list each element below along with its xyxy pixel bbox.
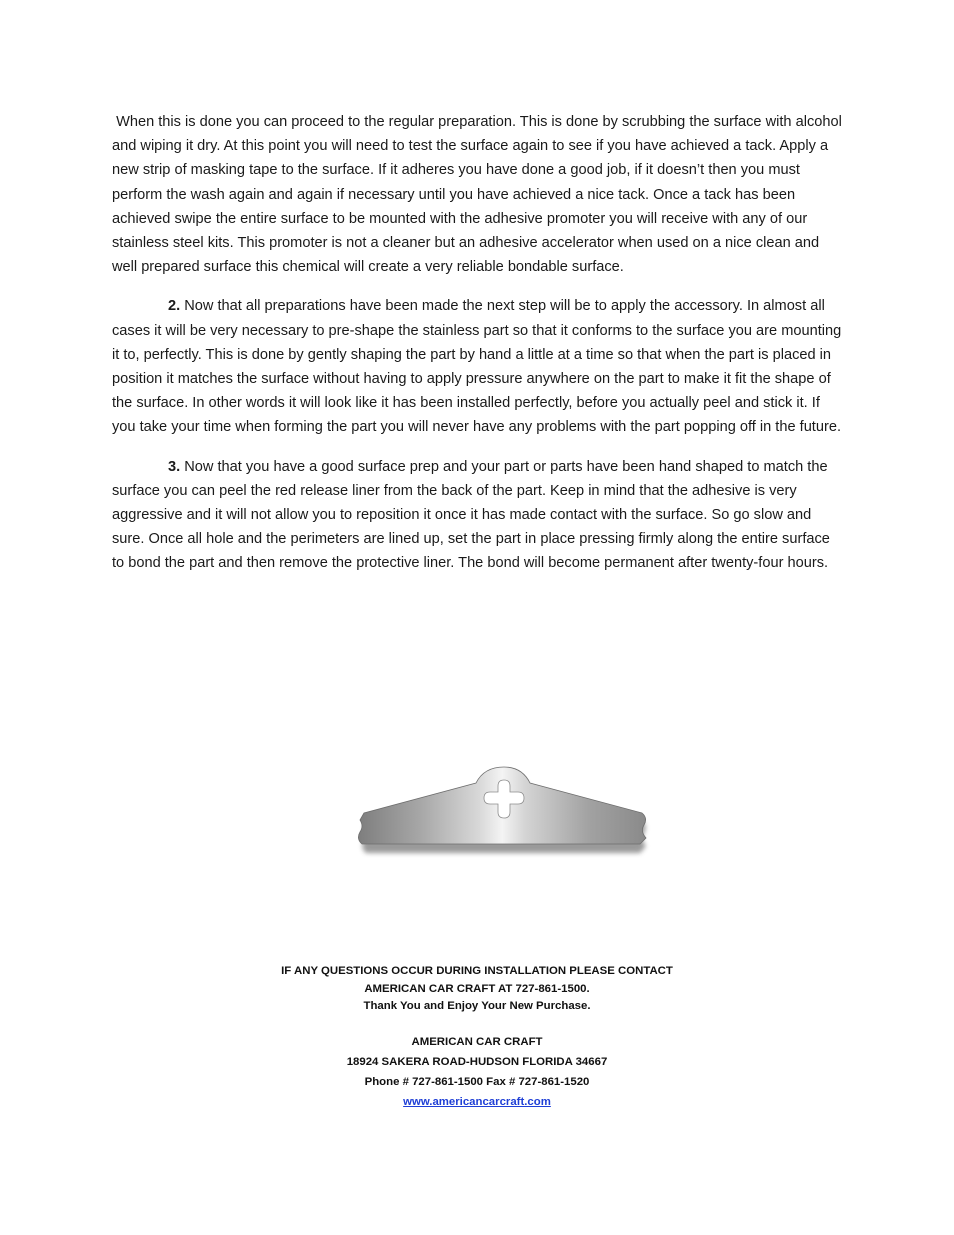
step-2-text: Now that all preparations have been made the next step will be to apply the accessory. In almost all cases it will be very necessary to pre-shape the stainless part so that it conforms to the surface you are mounting it to, perfectly. This is done by gently shaping the part by hand a little at a time so that when the part is placed in position it matches the surface without having to apply pressure anywhere on the part to make it fit the shape of the surface. In other words it will look like it has been installed perfectly, before you actually peel and stick it. If you take your time when forming the part you will never have any problems with the part popping off in the future. [112,298,842,436]
instructions-body [112,110,844,591]
thank-you-line: Thank You and Enjoy Your New Purchase. [363,1000,591,1012]
step-3-paragraph [112,455,844,576]
company-name: AMERICAN CAR CRAFT [411,1036,543,1048]
step-3-number: 3. [168,458,181,475]
footer-notice [0,963,954,1016]
notice-line-2: AMERICAN CAR CRAFT AT 727-861-1500. [364,982,590,995]
phone-fax: Phone # 727-861-1500 Fax # 727-861-1520 [364,1076,590,1088]
step-3-text: Now that you have a good surface prep and your part or parts have been hand shaped to match the surface you can peel the red release liner from the back of the part. Keep in mind that the adhesive is very aggressive and it will not allow you to reposition it once it has made contact with the surface. So go slow and sure. Once all hole and the perimeters are lined up, set the part in place pressing firmly along the entire surface to bond the part and then remove the protective liner. The bond will become permanent after twenty-four hours. [112,458,830,572]
intro-text: When this is done you can proceed to the regular preparation. This is done by scrubbing the surface with alcohol and wiping it dry. At this point you will need to test the surface again to see if you have achieved a tack. Apply a new strip of masking tape to the surface. If it adheres you have done a good job, if it doesn’t then you must perform the wash again and again if necessary until you have achieved a nice tack. Once a tack has been achieved swipe the entire surface to be mounted with the adhesive promoter you will receive with any of our stainless steel kits. This promoter is not a cleaner but an adhesive accelerator when used on a nice clean and well prepared surface this chemical will create a very reliable bondable surface. [112,114,842,276]
website-link[interactable]: www.americancarcraft.com [403,1096,551,1108]
company-address: 18924 SAKERA ROAD-HUDSON FLORIDA 34667 [346,1056,608,1068]
intro-paragraph [112,110,844,279]
step-2-number: 2. [168,298,181,315]
stainless-part-image [348,758,658,858]
notice-line-1: IF ANY QUESTIONS OCCUR DURING INSTALLATION PLEASE CONTACT [281,965,673,977]
company-info [0,1032,954,1112]
step-2-paragraph [112,294,844,439]
